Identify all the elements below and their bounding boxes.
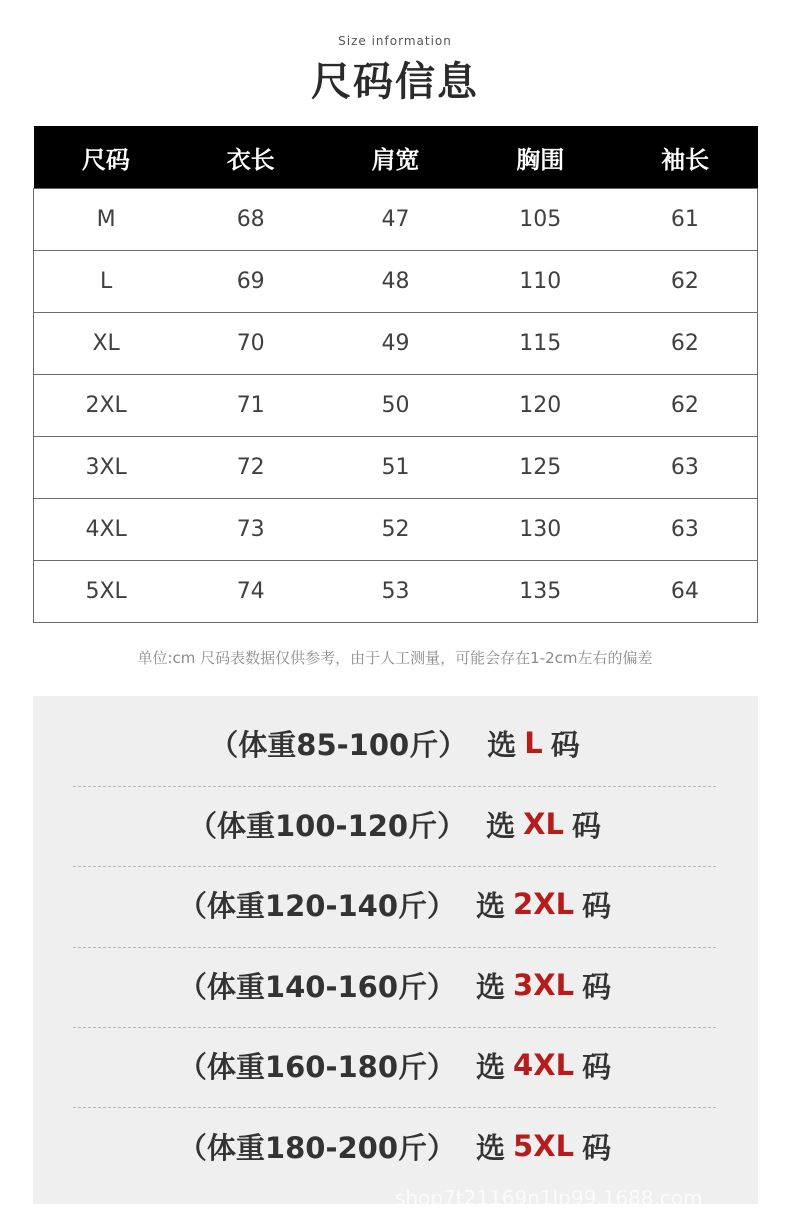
size-table	[33, 126, 758, 623]
table-cell: 51	[323, 437, 468, 499]
recommendation-row	[73, 1025, 716, 1105]
table-cell: 125	[468, 437, 613, 499]
column-header-sleeve: 袖长	[613, 126, 758, 189]
page-title: 尺码信息	[311, 59, 479, 105]
column-header-chest: 胸围	[468, 126, 613, 189]
recommended-size: XL	[523, 807, 564, 841]
table-cell: 61	[613, 189, 758, 251]
choose-label: 选	[476, 888, 506, 923]
size-suffix: 码	[582, 969, 612, 1004]
size-suffix: 码	[582, 1049, 612, 1084]
table-cell: 70	[178, 313, 323, 375]
table-cell: 72	[178, 437, 323, 499]
table-cell: 120	[468, 375, 613, 437]
recommendation-row	[73, 945, 716, 1025]
table-cell: 63	[613, 437, 758, 499]
shop-watermark: shop7t21169n1lp99.1688.com	[395, 1186, 703, 1210]
recommendation-row	[73, 703, 716, 783]
choose-label: 选	[476, 1049, 506, 1084]
table-cell: 4XL	[34, 499, 179, 561]
table-row	[34, 313, 758, 375]
table-cell: 135	[468, 561, 613, 623]
table-cell: 53	[323, 561, 468, 623]
table-cell: 130	[468, 499, 613, 561]
weight-range: （体重140-160斤）	[177, 969, 457, 1004]
table-cell: M	[34, 189, 179, 251]
choose-label: 选	[476, 969, 506, 1004]
table-cell: 105	[468, 189, 613, 251]
weight-range: （体重85-100斤）	[209, 727, 468, 762]
column-header-size: 尺码	[34, 126, 179, 189]
table-cell: 62	[613, 251, 758, 313]
table-cell: 48	[323, 251, 468, 313]
table-row	[34, 437, 758, 499]
choose-label: 选	[476, 1130, 506, 1165]
weight-range: （体重100-120斤）	[188, 808, 467, 843]
choose-label: 选	[486, 808, 516, 843]
size-suffix: 码	[571, 808, 601, 843]
recommended-size: 5XL	[513, 1129, 575, 1163]
table-row	[34, 499, 758, 561]
weight-range: （体重120-140斤）	[177, 888, 457, 923]
table-row	[34, 561, 758, 623]
table-cell: L	[34, 251, 179, 313]
choose-label: 选	[487, 727, 517, 762]
column-header-shoulder: 肩宽	[323, 126, 468, 189]
size-suffix: 码	[582, 1130, 612, 1165]
table-row	[34, 251, 758, 313]
table-cell: 73	[178, 499, 323, 561]
size-suffix: 码	[582, 888, 612, 923]
size-suffix: 码	[550, 727, 580, 762]
table-cell: 115	[468, 313, 613, 375]
table-cell: 5XL	[34, 561, 179, 623]
recommended-size: 3XL	[513, 968, 575, 1002]
table-cell: 69	[178, 251, 323, 313]
measurement-note: 单位:cm 尺码表数据仅供参考，由于人工测量，可能会存在1-2cm左右的偏差	[137, 649, 653, 667]
table-cell: 110	[468, 251, 613, 313]
weight-recommendation-panel	[33, 696, 758, 1204]
table-cell: 47	[323, 189, 468, 251]
table-cell: 71	[178, 375, 323, 437]
section-subtitle: Size information	[338, 34, 452, 48]
table-cell: 74	[178, 561, 323, 623]
table-cell: 64	[613, 561, 758, 623]
recommended-size: 4XL	[513, 1048, 575, 1082]
recommendation-row	[73, 784, 716, 864]
table-row	[34, 189, 758, 251]
table-cell: 63	[613, 499, 758, 561]
table-cell: 49	[323, 313, 468, 375]
table-cell: 68	[178, 189, 323, 251]
column-header-length: 衣长	[178, 126, 323, 189]
weight-range: （体重180-200斤）	[177, 1130, 457, 1165]
table-header-row	[34, 126, 758, 189]
table-cell: XL	[34, 313, 179, 375]
recommendation-row	[73, 1106, 716, 1186]
table-cell: 2XL	[34, 375, 179, 437]
table-cell: 62	[613, 375, 758, 437]
recommendation-row	[73, 864, 716, 944]
recommended-size: 2XL	[513, 887, 575, 921]
table-cell: 62	[613, 313, 758, 375]
table-cell: 3XL	[34, 437, 179, 499]
table-cell: 50	[323, 375, 468, 437]
recommended-size: L	[524, 726, 543, 760]
table-cell: 52	[323, 499, 468, 561]
table-row	[34, 375, 758, 437]
weight-range: （体重160-180斤）	[177, 1049, 457, 1084]
